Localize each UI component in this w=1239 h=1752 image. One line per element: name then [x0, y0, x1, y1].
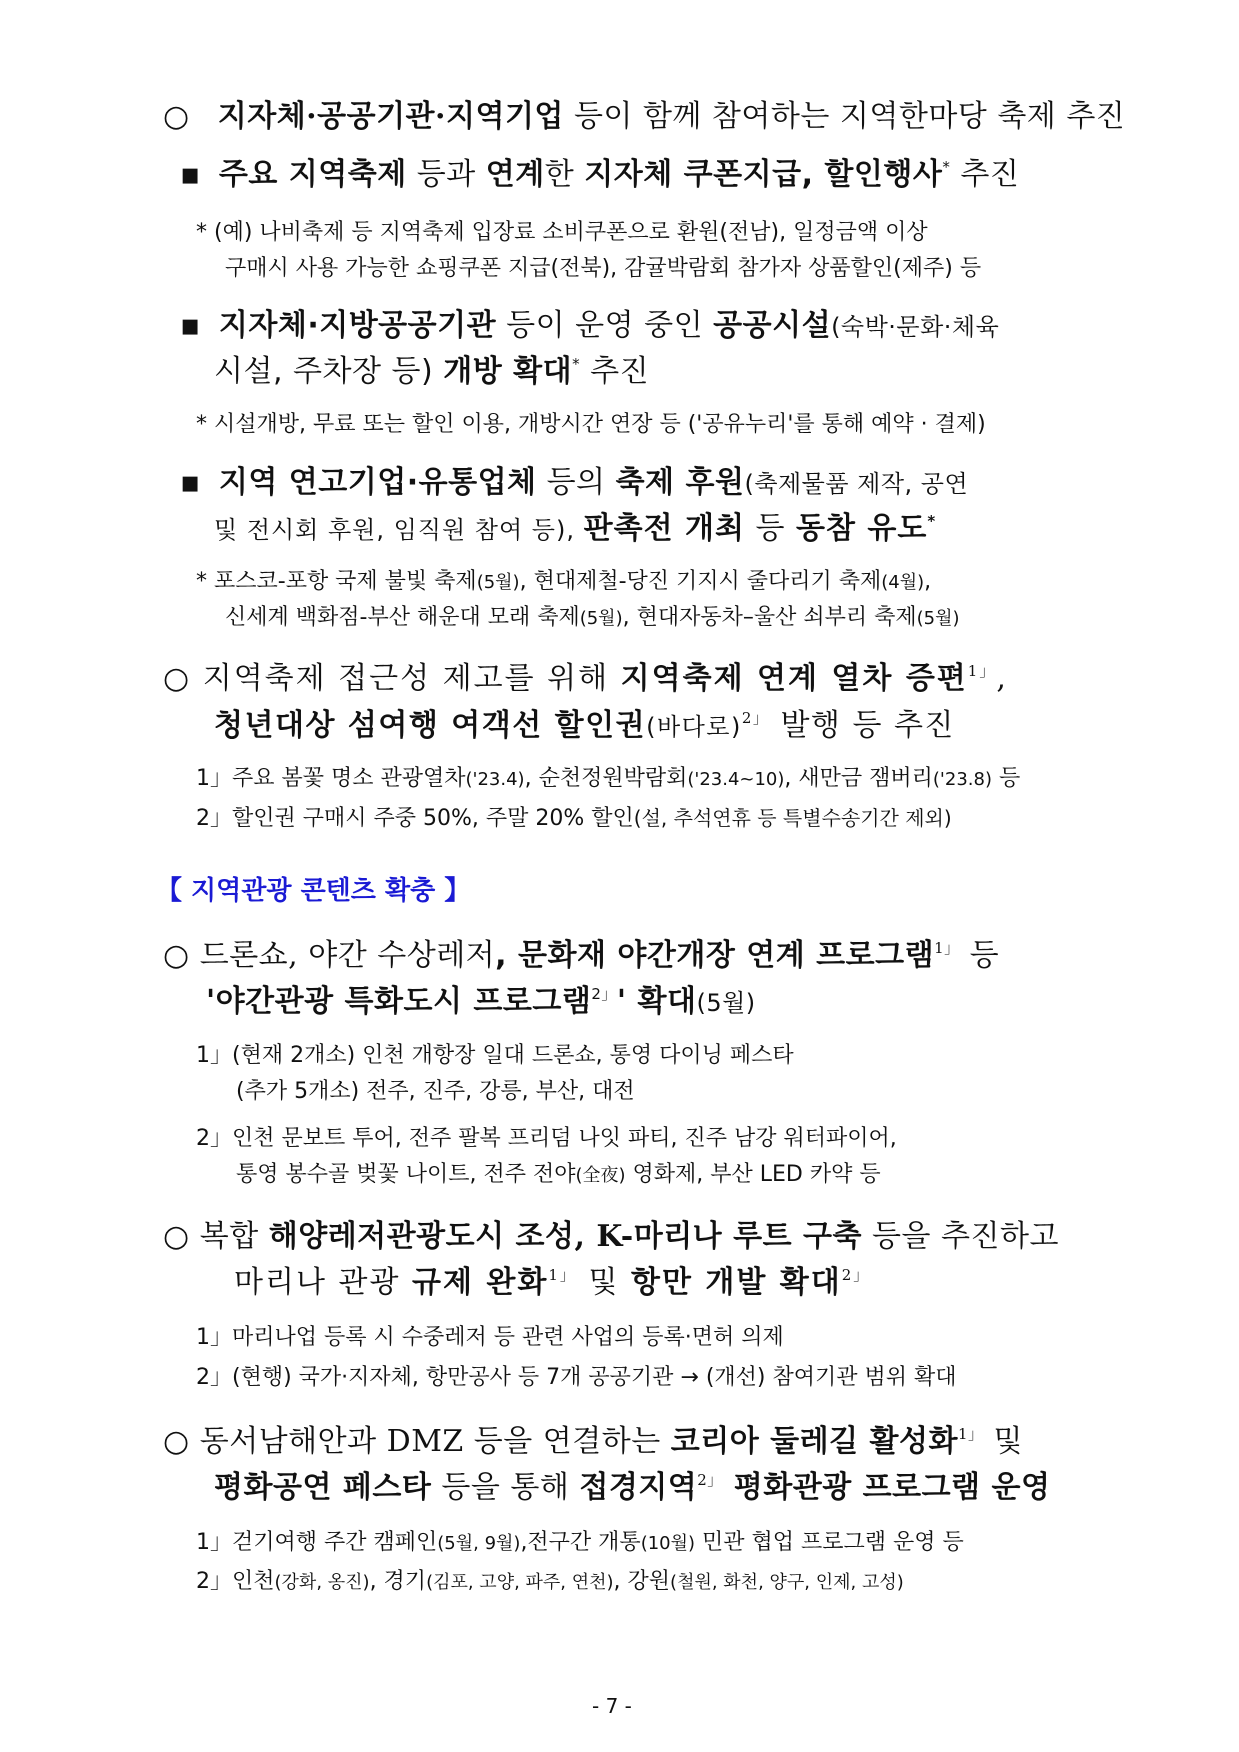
section-4-line-2: 마리나 관광 규제 완화$^{1」}$ 및 항만 개발 확대$^{2」}$ [234, 1265, 871, 1300]
square-bullet: ▪ [180, 157, 201, 192]
section-1-line-1 [163, 99, 1126, 134]
circle-bullet: ○ [163, 1219, 190, 1254]
note-3-line-2: 신세계 백화점-부산 해운대 모래 축제(5월), 현대자동차–울산 쇠부리 축제(5월) [225, 605, 960, 630]
item-3-line-2: 및 전시회 후원, 임직원 참여 등), 판촉전 개최 등 동참 유도* [214, 511, 937, 546]
footnote-3-1-line-2: (추가 5개소) 전주, 진주, 강릉, 부산, 대전 [236, 1079, 635, 1104]
s1-bold-subject: 지자체·공공기관·지역기업 [217, 99, 564, 134]
square-bullet: ▪ [180, 308, 201, 343]
circle-bullet: ○ [163, 661, 192, 696]
s1-text: 등이 함께 참여하는 지역한마당 축제 추진 [563, 99, 1126, 134]
square-bullet: ▪ [180, 465, 201, 500]
page-number: - 7 - [592, 1694, 632, 1718]
note-1-line-1: * (예) 나비축제 등 지역축제 입장료 소비쿠폰으로 환원(전남), 일정금액 이상 [196, 220, 928, 245]
item-1-line-1: ▪ 주요 지역축제 등과 연계한 지자체 쿠폰지급, 할인행사* 추진 [180, 157, 1020, 192]
section-3-line-1: ○ 드론쇼, 야간 수상레저, 문화재 야간개장 연계 프로그램$^{1」}$ 등 [163, 938, 1000, 973]
footnote-2-1: 1」주요 봄꽃 명소 관광열차('23.4), 순천정원박람회('23.4~10), 새만금 잼버리('23.8) 등 [196, 766, 1021, 791]
footnote-3-1-line-1: 1」(현재 2개소) 인천 개항장 일대 드론쇼, 통영 다이닝 페스타 [196, 1043, 794, 1068]
circle-bullet: ○ [163, 1424, 190, 1459]
section-5-line-1: ○ 동서남해안과 DMZ 등을 연결하는 코리아 둘레길 활성화$^{1」}$ 및 [163, 1424, 1024, 1459]
note-3-line-1: * 포스코-포항 국제 불빛 축제(5월), 현대제철-당진 기지시 줄다리기 축제(4월), [196, 569, 932, 594]
section-5-line-2: 평화공연 페스타 등을 통해 접경지역$^{2」}$ 평화관광 프로그램 운영 [214, 1470, 1051, 1505]
item-2-line-2: 시설, 주차장 등) 개방 확대* 추진 [214, 354, 650, 389]
item-3-line-1: ▪ 지역 연고기업·유통업체 등의 축제 후원(축제물품 제작, 공연 [180, 465, 969, 500]
footnote-3-2-line-1: 2」인천 문보트 투어, 전주 팔복 프리덤 나잇 파티, 진주 남강 워터파이어, [196, 1126, 897, 1151]
note-2: * 시설개방, 무료 또는 할인 이용, 개방시간 연장 등 ('공유누리'를 통해 예약 · 결제) [196, 412, 986, 437]
section-2-line-2: 청년대상 섬여행 여객선 할인권(바다로)$^{2」}$ 발행 등 추진 [214, 708, 955, 743]
footnote-4-1: 1」마리나업 등록 시 수중레저 등 관련 사업의 등록·면허 의제 [196, 1325, 784, 1350]
section-4-line-1: ○ 복합 해양레저관광도시 조성, K-마리나 루트 구축 등을 추진하고 [163, 1219, 1059, 1254]
circle-bullet: ○ [163, 938, 190, 973]
footnote-2-2: 2」할인권 구매시 주중 50%, 주말 20% 할인(설, 추석연휴 등 특별수송기간 제외) [196, 806, 952, 831]
item-2-line-1: ▪ 지자체·지방공공기관 등이 운영 중인 공공시설(숙박·문화·체육 [180, 308, 1000, 343]
section-2-line-1: ○ 지역축제 접근성 제고를 위해 지역축제 연계 열차 증편$^{1」}$, [163, 661, 1008, 696]
footnote-5-2: 2」인천(강화, 옹진), 경기(김포, 고양, 파주, 연천), 강원(철원, 화천, 양구, 인제, 고성) [196, 1569, 904, 1594]
section-3-line-2: '야간관광 특화도시 프로그램$^{2」}$' 확대(5월) [206, 984, 756, 1019]
footnote-5-1: 1」걷기여행 주간 캠페인(5월, 9월),전구간 개통(10월) 민관 협업 프로그램 운영 등 [196, 1530, 964, 1555]
circle-bullet: ○ [163, 99, 190, 134]
section-heading: 【 지역관광 콘텐츠 확충 】 [156, 876, 471, 906]
note-1-line-2: 구매시 사용 가능한 쇼핑쿠폰 지급(전북), 감귤박람회 참가자 상품할인(제주) 등 [225, 256, 982, 281]
footnote-3-2-line-2: 통영 봉수골 벚꽃 나이트, 전주 전야(全夜) 영화제, 부산 LED 카약 등 [236, 1162, 881, 1187]
footnote-4-2: 2」(현행) 국가·지자체, 항만공사 등 7개 공공기관 → (개선) 참여기관 범위 확대 [196, 1365, 957, 1390]
